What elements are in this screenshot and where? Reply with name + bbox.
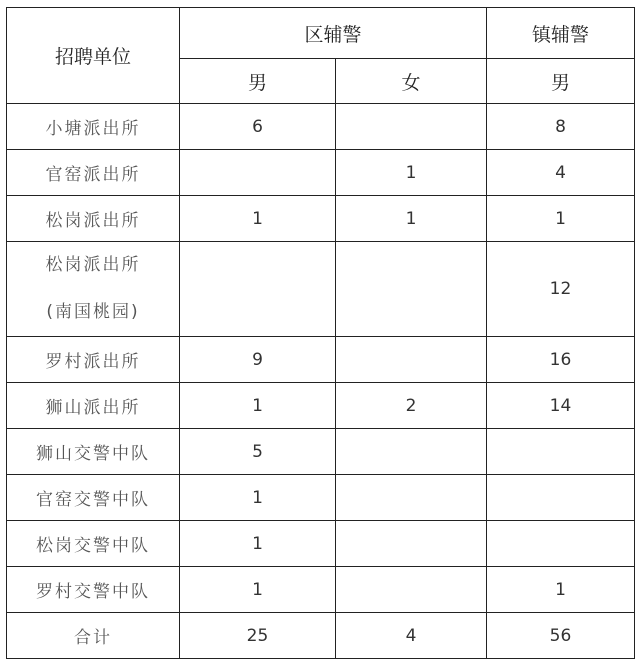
district-female-cell: [336, 104, 487, 150]
total-row: [7, 613, 635, 659]
town-male-cell: 1: [487, 567, 635, 613]
unit-cell: 罗村交警中队: [7, 567, 180, 613]
district-female-cell: 2: [336, 383, 487, 429]
total-town-male: 56: [487, 613, 635, 659]
town-male-cell: 16: [487, 337, 635, 383]
town-male-cell: 14: [487, 383, 635, 429]
unit-cell: 官窑交警中队: [7, 475, 180, 521]
unit-cell: 松岗派出所: [7, 196, 180, 242]
district-female-cell: [336, 429, 487, 475]
district-male-cell: 9: [180, 337, 336, 383]
table-row: [7, 150, 635, 196]
table-row: [7, 429, 635, 475]
district-male-cell: 1: [180, 567, 336, 613]
header-town-police: 镇辅警: [487, 8, 635, 59]
district-male-cell: 6: [180, 104, 336, 150]
table-row: [7, 383, 635, 429]
unit-cell: 狮山交警中队: [7, 429, 180, 475]
district-female-cell: [336, 567, 487, 613]
header-district-police: 区辅警: [180, 8, 487, 59]
town-male-cell: 1: [487, 196, 635, 242]
town-male-cell: 12: [487, 242, 635, 337]
total-district-male: 25: [180, 613, 336, 659]
unit-cell: 小塘派出所: [7, 104, 180, 150]
district-male-cell: [180, 242, 336, 337]
header-row-1: [7, 8, 635, 59]
district-male-cell: 1: [180, 383, 336, 429]
district-male-cell: 1: [180, 196, 336, 242]
town-male-cell: [487, 475, 635, 521]
unit-cell: 松岗交警中队: [7, 521, 180, 567]
header-district-male: 男: [180, 59, 336, 104]
unit-cell-line2: (南国桃园): [46, 302, 140, 322]
unit-cell: 狮山派出所: [7, 383, 180, 429]
district-female-cell: [336, 475, 487, 521]
district-male-cell: 5: [180, 429, 336, 475]
district-female-cell: 1: [336, 196, 487, 242]
district-female-cell: 1: [336, 150, 487, 196]
district-male-cell: 1: [180, 475, 336, 521]
district-female-cell: [336, 521, 487, 567]
unit-cell: 罗村派出所: [7, 337, 180, 383]
unit-cell-line1: 松岗派出所: [45, 255, 141, 275]
district-male-cell: [180, 150, 336, 196]
district-female-cell: [336, 337, 487, 383]
unit-cell: [7, 242, 180, 337]
table-row: [7, 242, 635, 337]
town-male-cell: [487, 521, 635, 567]
table-row: [7, 104, 635, 150]
town-male-cell: 8: [487, 104, 635, 150]
table-row: [7, 567, 635, 613]
table-row: [7, 196, 635, 242]
table-row: [7, 521, 635, 567]
header-district-female: 女: [336, 59, 487, 104]
district-male-cell: 1: [180, 521, 336, 567]
header-unit: 招聘单位: [7, 8, 180, 104]
table-row: [7, 337, 635, 383]
town-male-cell: [487, 429, 635, 475]
unit-cell: 官窑派出所: [7, 150, 180, 196]
recruitment-table: [6, 7, 635, 659]
district-female-cell: [336, 242, 487, 337]
total-district-female: 4: [336, 613, 487, 659]
header-town-male: 男: [487, 59, 635, 104]
table-row: [7, 475, 635, 521]
town-male-cell: 4: [487, 150, 635, 196]
total-label: 合计: [7, 613, 180, 659]
